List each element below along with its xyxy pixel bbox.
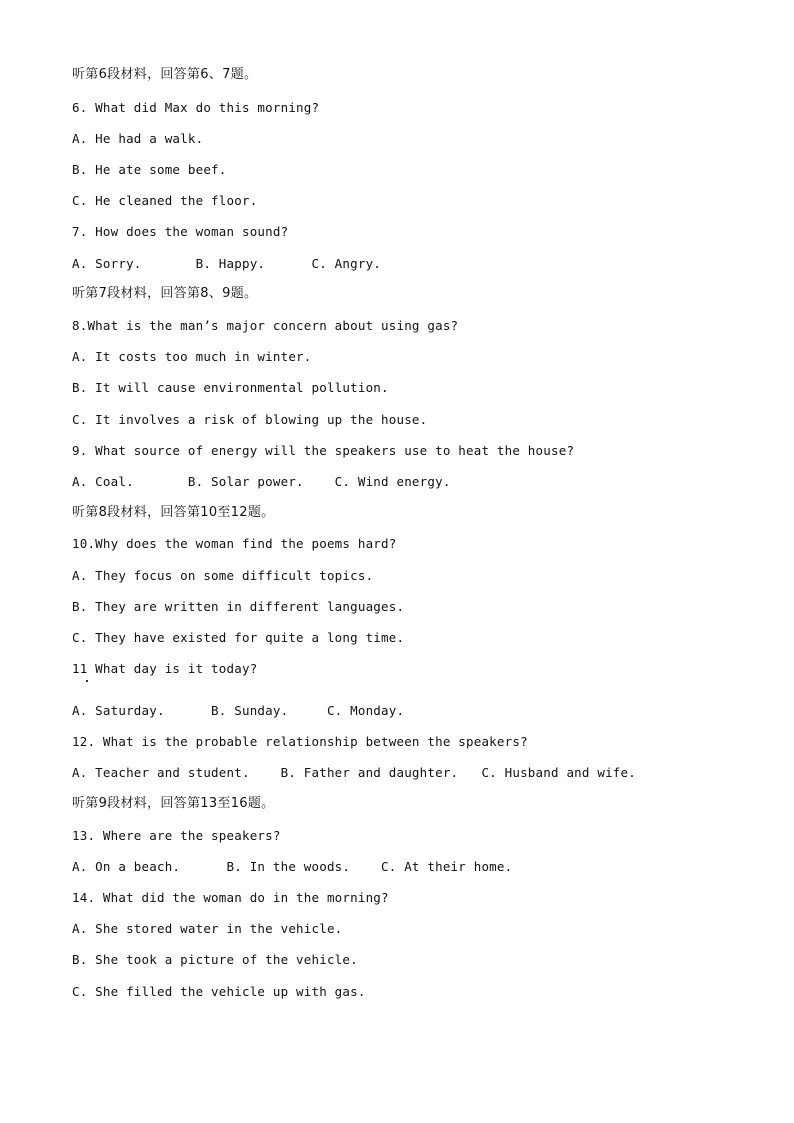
question-11: 11 What day is it today? [72,661,258,676]
question-10-option-b: B. They are written in different languages. [72,599,405,614]
section-heading-9: 听第9段材料，回答第13至16题。 [72,796,275,811]
question-13-options: A. On a beach. B. In the woods. C. At their home. [72,859,513,874]
section-heading-7: 听第7段材料，回答第8、9题。 [72,286,258,301]
question-13: 13. Where are the speakers? [72,828,281,843]
question-14: 14. What did the woman do in the morning? [72,890,389,905]
question-7: 7. How does the woman sound? [72,224,289,239]
question-12: 12. What is the probable relationship between the speakers? [72,734,528,749]
question-10-option-a: A. They focus on some difficult topics. [72,568,374,583]
question-10: 10.Why does the woman find the poems hard? [72,536,397,551]
question-6-option-b: B. He ate some beef. [72,162,227,177]
question-14-option-a: A. She stored water in the vehicle. [72,921,343,936]
question-9-options: A. Coal. B. Solar power. C. Wind energy. [72,474,451,489]
question-6: 6. What did Max do this morning? [72,100,320,115]
section-heading-8: 听第8段材料，回答第10至12题。 [72,505,275,520]
question-8: 8.What is the man’s major concern about using gas? [72,318,459,333]
question-11-options: A. Saturday. B. Sunday. C. Monday. [72,703,405,718]
question-12-options: A. Teacher and student. B. Father and daughter. C. Husband and wife. [72,765,636,780]
question-9: 9. What source of energy will the speakers use to heat the house? [72,443,575,458]
question-7-options: A. Sorry. B. Happy. C. Angry. [72,256,382,271]
section-heading-6: 听第6段材料，回答第6、7题。 [72,67,258,82]
question-6-option-a: A. He had a walk. [72,131,204,146]
question-8-option-c: C. It involves a risk of blowing up the house. [72,412,428,427]
stray-dot [86,680,88,682]
question-14-option-c: C. She filled the vehicle up with gas. [72,984,366,999]
question-8-option-b: B. It will cause environmental pollution. [72,380,389,395]
question-14-option-b: B. She took a picture of the vehicle. [72,952,358,967]
question-8-option-a: A. It costs too much in winter. [72,349,312,364]
question-10-option-c: C. They have existed for quite a long time. [72,630,405,645]
question-6-option-c: C. He cleaned the floor. [72,193,258,208]
